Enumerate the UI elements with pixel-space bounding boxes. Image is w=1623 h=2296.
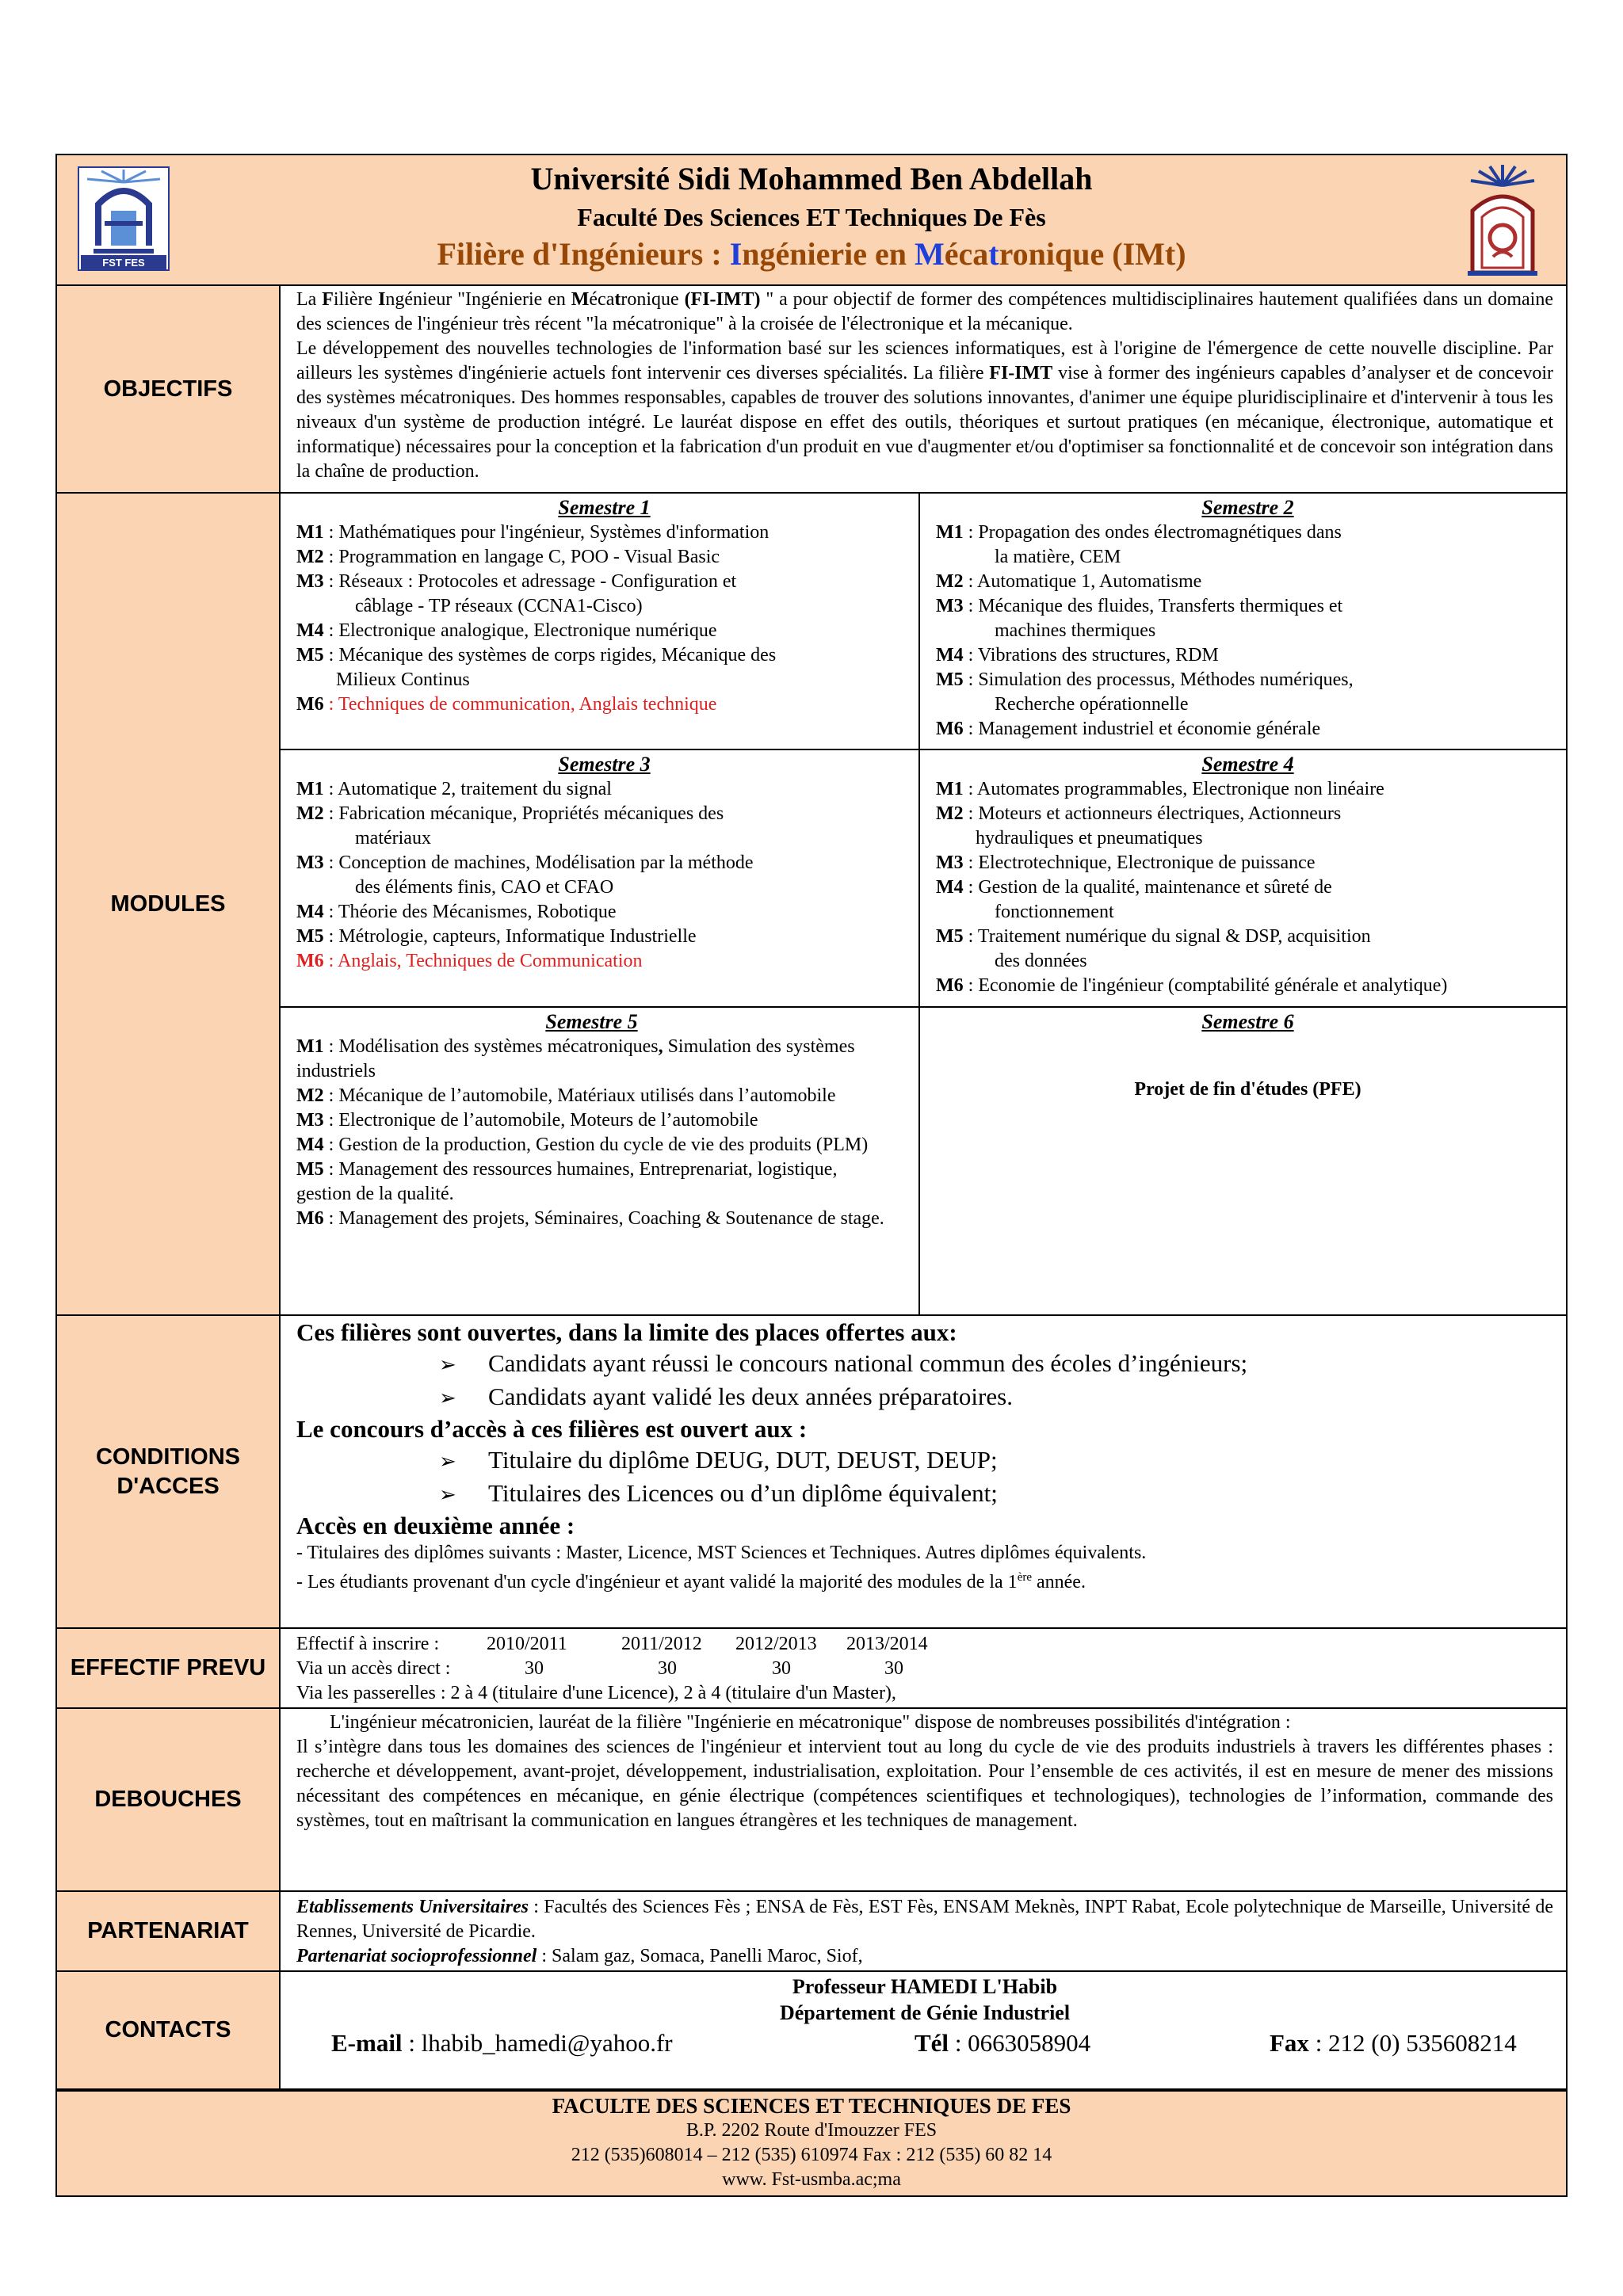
list-item: câblage - TP réseaux (CCNA1-Cisco) xyxy=(355,596,643,616)
semestre-1 xyxy=(281,494,920,750)
conditions-intro: Ces filières sont ouvertes, dans la limite des places offertes aux: xyxy=(296,1318,957,1346)
list-item: hydrauliques et pneumatiques xyxy=(976,828,1203,849)
arrow-icon: ➢ xyxy=(439,1386,456,1410)
contact-name: Professeur HAMEDI L'Habib xyxy=(792,1975,1058,1998)
debouches-paragraph: Il s’intègre dans tous les domaines des sciences de l'ingénieur et intervient tout au long du cycle de vie des produits industriels à travers les différentes phases : recherche et développement, avant-projet, développement, industrialisation, exploitation. Pour l’ensemble de ces activités, il est en mesure de mener des missions nécessitant des compétences en mécanique, en génie électrique (compétences scientifiques et technologiques), technologies de l’information, commande des systèmes, tout en maîtrisant la communication en langues étrangères et les techniques de management. xyxy=(296,1737,1553,1831)
semestre-3 xyxy=(281,750,920,1008)
concours-heading: Le concours d’accès à ces filières est ouvert aux : xyxy=(296,1415,808,1443)
list-item: M4 : Vibrations des structures, RDM xyxy=(936,645,1219,666)
list-item: M2 : Automatique 1, Automatisme xyxy=(936,571,1202,592)
list-item: M2 : Fabrication mécanique, Propriétés mécaniques des xyxy=(296,803,724,824)
conditions-row xyxy=(57,1316,1566,1629)
semestre-4-title: Semestre 4 xyxy=(1201,753,1294,776)
list-item: M5 : Mécanique des systèmes de corps rigides, Mécanique des xyxy=(296,645,777,666)
semestre-2-title: Semestre 2 xyxy=(1201,496,1294,519)
list-item: M5 : Métrologie, capteurs, Informatique Industrielle xyxy=(296,926,697,947)
contacts-text xyxy=(281,1972,1566,2088)
program-title: Filière d'Ingénieurs : Ingénierie en Mécatronique (IMt) xyxy=(437,236,1186,272)
debouches-text xyxy=(281,1709,1566,1890)
contact-email[interactable]: E-mail : lhabib_hamedi@yahoo.fr xyxy=(331,2029,673,2057)
list-item: M3 : Electrotechnique, Electronique de puissance xyxy=(936,852,1316,873)
effectif-years-line: Effectif à inscrire : 2010/2011 2011/2012 2012/2013 2013/2014 xyxy=(296,1634,928,1654)
university-title: Université Sidi Mohammed Ben Abdellah xyxy=(530,161,1093,196)
list-item: M1 : Automatique 2, traitement du signal xyxy=(296,779,612,799)
list-item: M4 : Théorie des Mécanismes, Robotique xyxy=(296,902,617,922)
contact-department: Département de Génie Industriel xyxy=(779,2001,1071,2024)
modules-row xyxy=(57,494,1566,1316)
svg-text:FST FES: FST FES xyxy=(102,257,145,269)
list-item: Recherche opérationnelle xyxy=(995,694,1189,715)
list-item: M3 : Mécanique des fluides, Transferts thermiques et xyxy=(936,596,1343,616)
list-item: - Titulaires des diplômes suivants : Master, Licence, MST Sciences et Techniques. Autres diplômes équivalents. xyxy=(296,1543,1147,1563)
contact-phone[interactable]: Tél : 0663058904 xyxy=(915,2029,1091,2057)
debouches-intro: L'ingénieur mécatronicien, lauréat de la filière "Ingénierie en mécatronique" dispose de nombreuses possibilités d'intégration : xyxy=(330,1712,1291,1733)
list-item: M1 : Mathématiques pour l'ingénieur, Systèmes d'information xyxy=(296,522,769,543)
footer-website[interactable]: www. Fst-usmba.ac;ma xyxy=(722,2169,901,2190)
brochure xyxy=(55,154,1568,2197)
arrow-icon: ➢ xyxy=(439,1483,456,1507)
list-item: M3 : Electronique de l’automobile, Moteurs de l’automobile xyxy=(296,1110,758,1131)
effectif-passerelles: Via les passerelles : 2 à 4 (titulaire d'une Licence), 2 à 4 (titulaire d'un Master), xyxy=(296,1683,896,1703)
list-item: fonctionnement xyxy=(995,902,1114,922)
semestre-5-title: Semestre 5 xyxy=(545,1010,638,1033)
modules-grid xyxy=(281,494,1566,1314)
partenariat-label: PARTENARIAT xyxy=(57,1892,281,1970)
list-item: M4 : Electronique analogique, Electronique numérique xyxy=(296,620,717,641)
list-item: M3 : Réseaux : Protocoles et adressage - Configuration et xyxy=(296,571,737,592)
list-item: ➢ Titulaires des Licences ou d’un diplôme équivalent; xyxy=(296,1478,1553,1511)
list-item: M4 : Gestion de la qualité, maintenance et sûreté de xyxy=(936,877,1332,898)
semestre-4 xyxy=(920,750,1566,1008)
effectif-text xyxy=(281,1629,1566,1707)
list-item: M3 : Conception de machines, Modélisation par la méthode xyxy=(296,852,754,873)
faculty-title: Faculté Des Sciences ET Techniques De Fès xyxy=(577,203,1046,231)
header xyxy=(57,155,1566,286)
usmba-crest-logo xyxy=(1461,162,1544,277)
list-item: ➢ Candidats ayant réussi le concours national commun des écoles d’ingénieurs; xyxy=(296,1348,1553,1381)
arrow-icon: ➢ xyxy=(439,1450,456,1474)
list-item: des éléments finis, CAO et CFAO xyxy=(355,877,614,898)
conditions-text xyxy=(281,1316,1566,1627)
list-item: la matière, CEM xyxy=(995,547,1121,567)
semestre-6 xyxy=(920,1008,1566,1314)
list-item: matériaux xyxy=(355,828,431,849)
conditions-label: CONDITIONS D'ACCES xyxy=(57,1316,281,1627)
list-item: machines thermiques xyxy=(995,620,1156,641)
objectifs-row xyxy=(57,286,1566,494)
footer-address: B.P. 2202 Route d'Imouzzer FES xyxy=(685,2120,938,2141)
objectifs-label: OBJECTIFS xyxy=(57,286,281,492)
modules-label: MODULES xyxy=(57,494,281,1314)
footer-title: FACULTE DES SCIENCES ET TECHNIQUES DE FES xyxy=(552,2094,1071,2118)
list-item: M6 : Anglais, Techniques de Communication xyxy=(296,951,643,971)
list-item: ➢ Candidats ayant validé les deux années préparatoires. xyxy=(296,1381,1553,1414)
list-item: - Les étudiants provenant d'un cycle d'ingénieur et ayant validé la majorité des modules de la 1ère année. xyxy=(296,1571,1086,1592)
list-item: Milieux Continus xyxy=(336,669,470,690)
footer xyxy=(57,2090,1566,2195)
list-item: M5 : Simulation des processus, Méthodes numériques, xyxy=(936,669,1354,690)
list-item: M1 : Automates programmables, Electronique non linéaire xyxy=(936,779,1384,799)
semestre-5 xyxy=(281,1008,920,1314)
list-item: M5 : Traitement numérique du signal & DSP, acquisition xyxy=(936,926,1371,947)
partenariat-universites: Etablissements Universitaires : Facultés des Sciences Fès ; ENSA de Fès, EST Fès, ENSAM Meknès, INPT Rabat, Ecole polytechnique de Marseille, Université de Rennes, Université de Picardie. xyxy=(296,1897,1554,1942)
partenariat-row xyxy=(57,1892,1566,1972)
list-item: des données xyxy=(995,951,1087,971)
list-item: M6 : Management des projets, Séminaires, Coaching & Soutenance de stage. xyxy=(296,1208,884,1229)
semestre-3-title: Semestre 3 xyxy=(558,753,651,776)
contact-details xyxy=(296,2027,1553,2059)
footer-phones: 212 (535)608014 – 212 (535) 610974 Fax : 212 (535) 60 82 14 xyxy=(571,2145,1052,2165)
objectifs-paragraph-2: Le développement des nouvelles technologies de l'information basé sur les sciences informatiques, est à l'origine de l'émergence de cette nouvelle discipline. Par ailleurs les systèmes d'ingénierie actuels font intervenir ces diverses spécialités. La filière FI-IMT vise à former des ingénieurs capables d’analyser et de concevoir des systèmes mécatroniques. Des hommes responsables, capables de trouver des solutions innovantes, d'animer une équipe pluridisciplinaire et d'intervenir à tous les niveaux d'un système de production intégré. Le lauréat dispose en effet des outils, théoriques et surtout pratiques (en mécanique, électronique, automatique et informatique) nécessaires pour la conception et la fabrication d'un produit en vue d'augmenter et/ou d'optimiser sa fonctionnalité et de concevoir son intégration dans la chaîne de production. xyxy=(296,338,1554,482)
pfe-label: Projet de fin d'études (PFE) xyxy=(1134,1079,1361,1100)
list-item: M4 : Gestion de la production, Gestion du cycle de vie des produits (PLM) xyxy=(296,1135,869,1155)
list-item: M5 : Management des ressources humaines, Entreprenariat, logistique, gestion de la qualité. xyxy=(296,1159,838,1204)
list-item: M1 : Modélisation des systèmes mécatroniques, Simulation des systèmes industriels xyxy=(296,1036,855,1081)
contacts-row xyxy=(57,1972,1566,2090)
debouches-label: DEBOUCHES xyxy=(57,1709,281,1890)
contact-fax: Fax : 212 (0) 535608214 xyxy=(1270,2029,1517,2057)
list-item: ➢ Titulaire du diplôme DEUG, DUT, DEUST, DEUP; xyxy=(296,1444,1553,1478)
semestre-2 xyxy=(920,494,1566,750)
contacts-label: CONTACTS xyxy=(57,1972,281,2088)
objectifs-paragraph-1: La Filière Ingénieur "Ingénierie en Mécatronique (FI-IMT) " a pour objectif de former des compétences multidisciplinaires hautement qualifiées dans un domaine des sciences de l'ingénieur très récent "la mécatronique" à la croisée de l'électronique et la mécanique. xyxy=(296,289,1553,334)
partenariat-text xyxy=(281,1892,1566,1970)
list-item: M2 : Programmation en langage C, POO - Visual Basic xyxy=(296,547,720,567)
effectif-label: EFFECTIF PREVU xyxy=(57,1629,281,1707)
list-item: M6 : Economie de l'ingénieur (comptabilité générale et analytique) xyxy=(936,975,1448,996)
second-year-heading: Accès en deuxième année : xyxy=(296,1512,575,1539)
partenariat-socioprofessionnel: Partenariat socioprofessionnel : Salam gaz, Somaca, Panelli Maroc, Siof, xyxy=(296,1946,863,1966)
semestre-1-title: Semestre 1 xyxy=(558,496,651,519)
list-item: M1 : Propagation des ondes électromagnétiques dans xyxy=(936,522,1342,543)
effectif-row xyxy=(57,1629,1566,1709)
effectif-values-line: Via un accès direct : 30 30 30 30 xyxy=(296,1658,903,1679)
semestre-6-title: Semestre 6 xyxy=(1201,1010,1294,1033)
list-item: M2 : Moteurs et actionneurs électriques, Actionneurs xyxy=(936,803,1342,824)
list-item: M2 : Mécanique de l’automobile, Matériaux utilisés dans l’automobile xyxy=(296,1085,836,1106)
list-item: M6 : Management industriel et économie générale xyxy=(936,719,1321,739)
arrow-icon: ➢ xyxy=(439,1353,456,1377)
debouches-row xyxy=(57,1709,1566,1892)
objectifs-text xyxy=(281,286,1566,492)
list-item: M6 : Techniques de communication, Anglais technique xyxy=(296,694,717,715)
